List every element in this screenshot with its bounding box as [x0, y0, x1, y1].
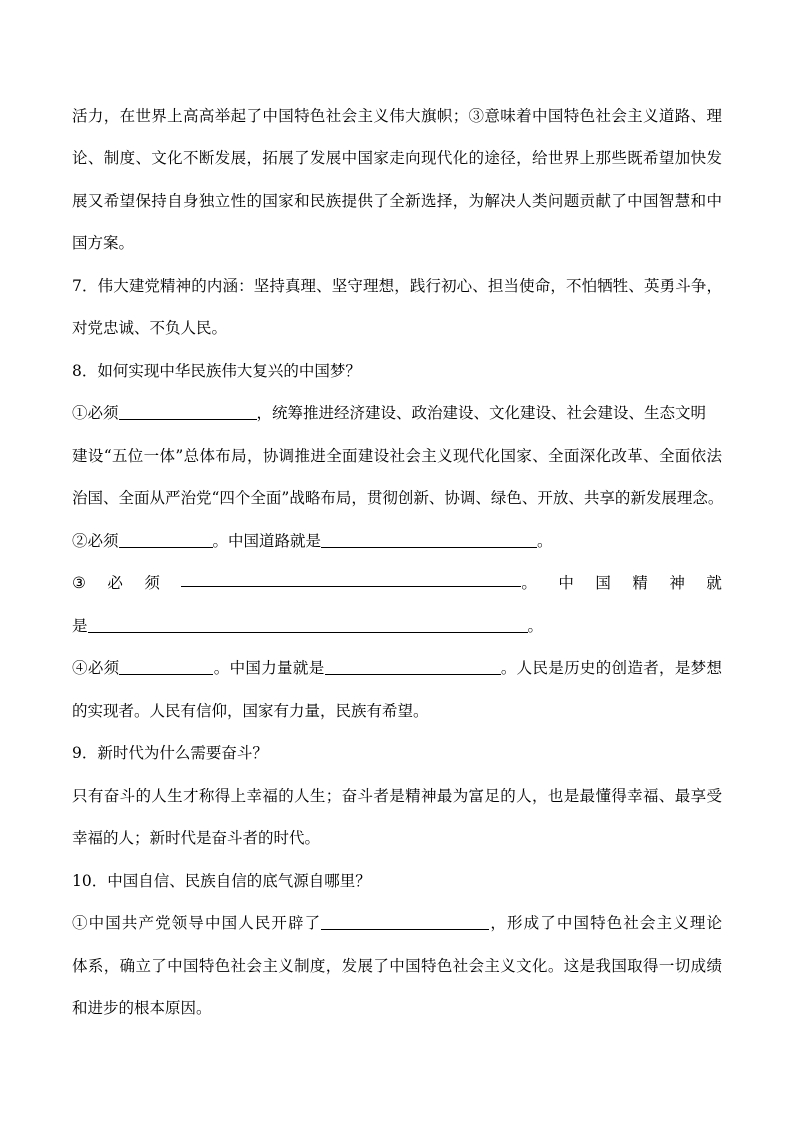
item8-point2-end: 。 [537, 532, 553, 550]
item8-point3-char: ③ [72, 574, 86, 592]
item10-point1-suffix: ，形成了中国特色社会主义理论 [489, 914, 722, 932]
item8-point3-char: 神 [669, 574, 685, 592]
item8-point2-mid: 。中国道路就是 [212, 532, 322, 550]
item8-point4-prefix: ④必须 [72, 659, 120, 677]
item8-point4-mid: 。中国力量就是 [213, 659, 325, 677]
answer-blank-7[interactable] [325, 658, 501, 675]
item10-point1-prefix: ①中国共产党领导中国人民开辟了 [72, 914, 322, 932]
item8-point3-char: 中 [558, 574, 574, 592]
answer-blank-5[interactable] [88, 616, 528, 633]
answer-blank-1[interactable] [119, 403, 257, 420]
item8-question: 8．如何实现中华民族伟大复兴的中国梦？ [72, 362, 361, 380]
item8-point4-suffix: 。人民是历史的创造者，是梦想 [500, 659, 722, 677]
item8-point2 [72, 528, 553, 554]
answer-blank-3[interactable] [321, 531, 537, 548]
item6-line-4: 国方案。 [72, 234, 135, 252]
item9-question: 9．新时代为什么需要奋斗？ [72, 744, 268, 762]
item8-point3-char: 。 [521, 574, 537, 592]
item8-point3-char: 精 [632, 574, 648, 592]
item7-line-1: 7．伟大建党精神的内涵：坚持真理、坚守理想，践行初心、担当使命，不怕牺牲、英勇斗争， [72, 277, 722, 295]
item8-point3-blank-group [181, 570, 537, 596]
item8-point3-char: 国 [595, 574, 611, 592]
item8-point3-line2 [72, 613, 543, 639]
item8-point2-prefix: ②必须 [72, 532, 119, 550]
item10-point1-line2: 体系，确立了中国特色社会主义制度，发展了中国特色社会主义文化。这是我国取得一切成绩 [72, 957, 722, 975]
item8-point3-line1 [72, 570, 722, 596]
answer-blank-8[interactable] [321, 913, 489, 930]
answer-blank-6[interactable] [119, 658, 213, 675]
item8-point1-suffix: ，统筹推进经济建设、政治建设、文化建设、社会建设、生态文明 [256, 404, 707, 422]
answer-blank-2[interactable] [119, 531, 213, 548]
item8-point3-line2-prefix: 是 [72, 617, 88, 635]
item10-point1-line3: 和进步的根本原因。 [72, 999, 212, 1017]
item8-point4-line1 [72, 655, 722, 681]
item8-point1-line3: 治国、全面从严治党“四个全面”战略布局，贯彻创新、协调、绿色、开放、共享的新发展理念。 [72, 489, 724, 507]
item8-point3-char: 必 [107, 574, 123, 592]
item10-point1-line1 [72, 910, 722, 936]
item9-answer-line1: 只有奋斗的人生才称得上幸福的人生；奋斗者是精神最为富足的人，也是最懂得幸福、最享受 [72, 787, 722, 805]
item9-answer-line2: 幸福的人；新时代是奋斗者的时代。 [72, 829, 321, 847]
item8-point3-char: 就 [706, 574, 722, 592]
item8-point1-line1 [72, 400, 706, 426]
item8-point3-line2-end: 。 [527, 617, 544, 635]
item10-question: 10．中国自信、民族自信的底气源自哪里？ [72, 872, 371, 890]
item8-point4-line2: 的实现者。人民有信仰，国家有力量，民族有希望。 [72, 702, 429, 720]
item6-line-3: 展又希望保持自身独立性的国家和民族提供了全新选择，为解决人类问题贡献了中国智慧和中 [72, 192, 722, 210]
item8-point3-char: 须 [144, 574, 160, 592]
item6-line-1: 活力，在世界上高高举起了中国特色社会主义伟大旗帜；③意味着中国特色社会主义道路、理 [72, 107, 722, 125]
item7-line-2: 对党忠诚、不负人民。 [72, 319, 228, 337]
answer-blank-4[interactable] [181, 570, 521, 587]
item6-line-2: 论、制度、文化不断发展，拓展了发展中国家走向现代化的途径，给世界上那些既希望加快发 [72, 149, 722, 167]
item8-point1-prefix: ①必须 [72, 404, 119, 422]
item8-point1-line2: 建设“五位一体”总体布局，协调推进全面建设社会主义现代化国家、全面深化改革、全面依法 [72, 447, 722, 465]
